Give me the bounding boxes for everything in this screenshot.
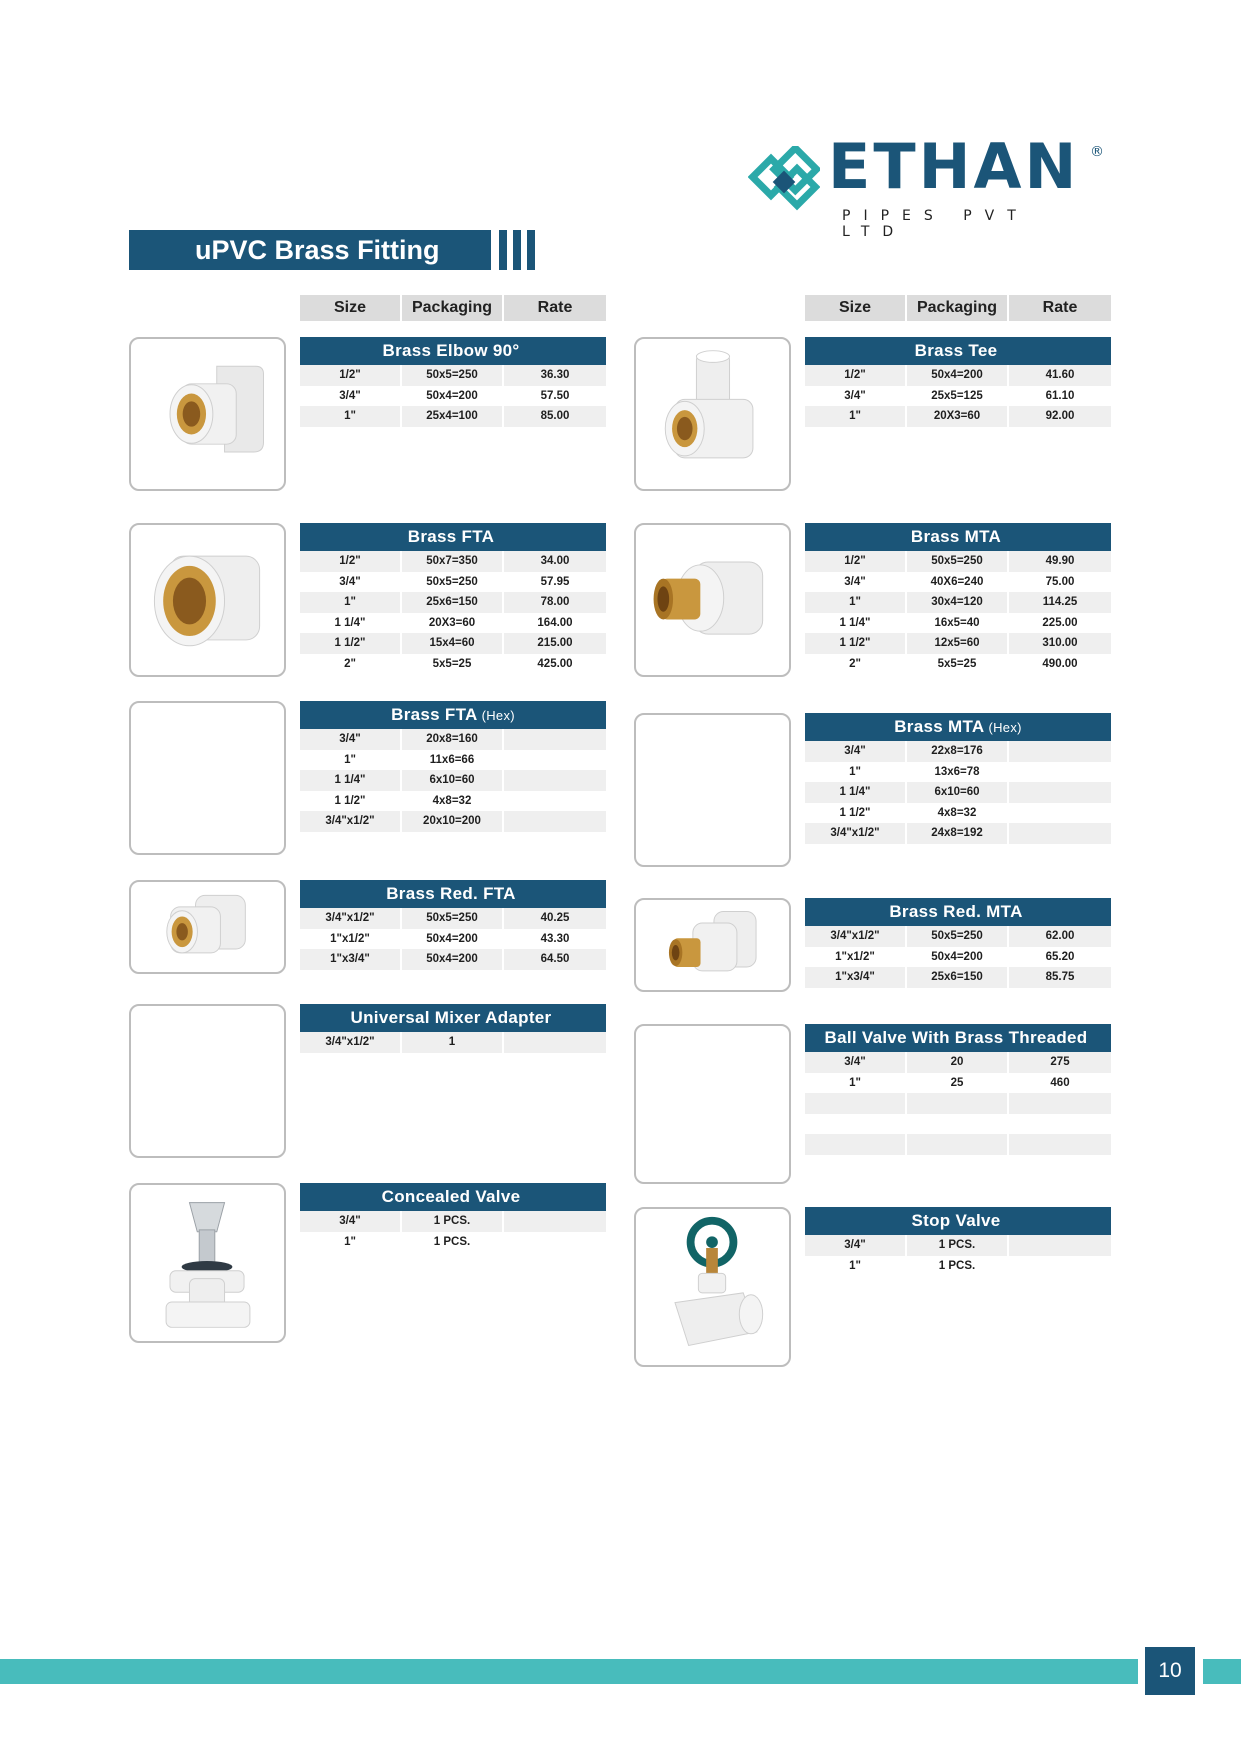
rate-header: Rate (504, 295, 606, 321)
size-cell: 3/4"x1/2" (300, 811, 400, 832)
elbow-icon (131, 339, 284, 489)
rate-cell: 61.10 (1045, 389, 1075, 402)
table-row (300, 633, 606, 654)
table-row (805, 613, 1111, 634)
rate-cell (504, 811, 606, 832)
product-name: Brass Elbow 90° (382, 341, 520, 360)
rate-cell (504, 1211, 606, 1232)
rate-cell (504, 729, 606, 750)
packaging-cell: 50x5=250 (907, 926, 1007, 947)
fta-icon (131, 525, 284, 675)
product-name: Brass MTA (894, 717, 985, 736)
packaging-cell: 50x4=200 (907, 365, 1007, 386)
packaging-cell: 12x5=60 (907, 633, 1007, 654)
product-image-box (634, 713, 791, 867)
packaging-cell: 50x4=200 (931, 950, 983, 963)
size-cell: 3/4"x1/2" (300, 1032, 400, 1053)
rate-cell: 114.25 (1009, 592, 1111, 613)
rate-cell: 65.20 (1045, 950, 1075, 963)
rate-cell: 92.00 (1009, 406, 1111, 427)
packaging-cell: 25x6=150 (907, 967, 1007, 988)
rate-cell (1009, 741, 1111, 762)
product-table (805, 1207, 1111, 1276)
product-title (805, 1207, 1111, 1235)
table-row (805, 926, 1111, 947)
table-row (805, 803, 1111, 824)
table-row (805, 967, 1111, 988)
rate-cell: 310.00 (1009, 633, 1111, 654)
packaging-cell: 20X3=60 (428, 616, 476, 629)
product-image-box (129, 337, 286, 491)
table-row (300, 386, 606, 407)
table-row (805, 741, 1111, 762)
table-row (300, 929, 606, 950)
packaging-cell: 15x4=60 (402, 633, 502, 654)
size-cell: 3/4"x1/2" (805, 926, 905, 947)
size-cell: 3/4" (805, 741, 905, 762)
packaging-cell: 20 (907, 1052, 1007, 1073)
title-stripe (499, 230, 507, 270)
table-row (300, 572, 606, 593)
packaging-cell: 20x8=160 (402, 729, 502, 750)
size-header: Size (300, 295, 400, 321)
rate-cell (504, 1032, 606, 1053)
product-name: Stop Valve (911, 1211, 1001, 1230)
size-cell: 1" (849, 1076, 861, 1089)
table-row (805, 1052, 1111, 1073)
size-cell: 1" (344, 1235, 356, 1248)
table-row (300, 908, 606, 929)
product-title (805, 337, 1111, 365)
rate-cell: 57.50 (540, 389, 570, 402)
rate-cell (1009, 782, 1111, 803)
table-row (805, 1134, 1111, 1155)
table-row (300, 770, 606, 791)
product-table (300, 1004, 606, 1053)
brand-name: ETHAN (828, 130, 1080, 203)
packaging-cell: 25x4=100 (402, 406, 502, 427)
table-row (300, 592, 606, 613)
product-table (300, 1183, 606, 1252)
size-header: Size (805, 295, 905, 321)
packaging-cell: 5x5=25 (432, 657, 472, 670)
size-cell: 1" (805, 592, 905, 613)
packaging-cell: 4x8=32 (937, 806, 977, 819)
packaging-header: Packaging (402, 295, 502, 321)
rate-cell: 43.30 (540, 932, 570, 945)
page-title: uPVC Brass Fitting (129, 230, 491, 270)
rate-header: Rate (1009, 295, 1111, 321)
size-cell: 1/2" (300, 365, 400, 386)
size-cell (805, 1134, 905, 1155)
product-name: Brass Red. MTA (889, 902, 1023, 921)
product-title (805, 1024, 1111, 1052)
table-row (805, 406, 1111, 427)
table-row (300, 729, 606, 750)
rate-cell: 34.00 (504, 551, 606, 572)
product-title (300, 880, 606, 908)
size-cell: 1/2" (805, 551, 905, 572)
table-row (300, 551, 606, 572)
packaging-cell: 1 (402, 1032, 502, 1053)
packaging-cell: 20X3=60 (907, 406, 1007, 427)
rate-cell: 275 (1009, 1052, 1111, 1073)
rate-cell: 36.30 (504, 365, 606, 386)
table-row (805, 1073, 1111, 1094)
product-image-box (129, 1183, 286, 1343)
product-suffix: (Hex) (988, 720, 1022, 735)
packaging-cell: 50x5=250 (907, 551, 1007, 572)
size-cell: 3/4" (339, 575, 361, 588)
product-image-box (129, 880, 286, 974)
tee-icon (636, 339, 789, 489)
packaging-cell: 6x10=60 (402, 770, 502, 791)
table-row (805, 823, 1111, 844)
product-name: Brass MTA (910, 527, 1002, 546)
packaging-cell: 1 PCS. (907, 1235, 1007, 1256)
table-row (805, 947, 1111, 968)
logo-mark-icon (748, 146, 820, 218)
size-cell: 1" (805, 406, 905, 427)
product-table (805, 713, 1111, 844)
product-name: Brass FTA (391, 705, 478, 724)
product-image-box (634, 898, 791, 992)
packaging-cell: 50x4=200 (426, 389, 478, 402)
product-name: Universal Mixer Adapter (350, 1008, 552, 1027)
rate-cell (1009, 1114, 1111, 1135)
product-name: Ball Valve With Brass Threaded (824, 1028, 1088, 1047)
packaging-cell: 25x6=150 (402, 592, 502, 613)
product-title (300, 701, 606, 729)
size-cell: 1 1/4" (334, 616, 366, 629)
column-header-left (300, 295, 606, 321)
packaging-cell: 20x10=200 (402, 811, 502, 832)
rate-cell (504, 1232, 606, 1253)
size-cell (805, 1114, 905, 1135)
size-cell: 1 1/2" (805, 633, 905, 654)
packaging-cell: 22x8=176 (907, 741, 1007, 762)
rate-cell (1009, 762, 1111, 783)
product-image-box (129, 1004, 286, 1158)
size-cell: 1/2" (300, 551, 400, 572)
packaging-cell: 40X6=240 (930, 575, 984, 588)
rate-cell: 49.90 (1009, 551, 1111, 572)
packaging-cell: 1 PCS. (433, 1235, 471, 1248)
size-cell: 1"x1/2" (330, 932, 370, 945)
table-row (805, 762, 1111, 783)
concealed-valve-icon (131, 1185, 284, 1341)
table-row (300, 1211, 606, 1232)
size-cell: 3/4" (805, 1235, 905, 1256)
table-row (300, 949, 606, 970)
rate-cell (1009, 1235, 1111, 1256)
size-cell: 3/4"x1/2" (300, 908, 400, 929)
table-row (805, 782, 1111, 803)
red-fta-icon (131, 882, 284, 972)
product-title (300, 337, 606, 365)
size-cell: 1" (300, 592, 400, 613)
table-row (805, 633, 1111, 654)
table-row (300, 365, 606, 386)
product-title (805, 713, 1111, 741)
packaging-cell: 25x5=125 (931, 389, 983, 402)
packaging-cell: 4x8=32 (432, 794, 472, 807)
rate-cell: 57.95 (540, 575, 570, 588)
table-row (300, 654, 606, 675)
size-cell: 3/4" (339, 389, 361, 402)
packaging-cell: 30x4=120 (907, 592, 1007, 613)
size-cell: 1"x1/2" (835, 950, 875, 963)
rate-cell: 41.60 (1009, 365, 1111, 386)
product-title (300, 1183, 606, 1211)
brand-logo (748, 130, 1104, 240)
packaging-cell (907, 1114, 1007, 1135)
table-row (805, 592, 1111, 613)
table-row (805, 1093, 1111, 1114)
size-cell: 3/4" (844, 389, 866, 402)
table-row (805, 386, 1111, 407)
product-image-box (634, 523, 791, 677)
size-cell: 1/2" (805, 365, 905, 386)
size-cell: 1" (344, 753, 356, 766)
rate-cell: 425.00 (537, 657, 573, 670)
table-row (805, 1235, 1111, 1256)
size-cell: 3/4" (300, 729, 400, 750)
packaging-cell (907, 1134, 1007, 1155)
size-cell: 2" (344, 657, 356, 670)
rate-cell: 85.00 (504, 406, 606, 427)
table-row (805, 654, 1111, 675)
table-row (300, 811, 606, 832)
size-cell: 3/4" (844, 575, 866, 588)
product-name: Concealed Valve (381, 1187, 521, 1206)
rate-cell (504, 791, 606, 812)
table-row (805, 1114, 1111, 1135)
rate-cell (504, 770, 606, 791)
product-title (300, 1004, 606, 1032)
size-cell: 2" (849, 657, 861, 670)
size-cell: 3/4" (300, 1211, 400, 1232)
packaging-cell: 1 PCS. (402, 1211, 502, 1232)
table-row (805, 572, 1111, 593)
rate-cell: 75.00 (1045, 575, 1075, 588)
packaging-cell: 11x6=66 (429, 753, 475, 766)
footer-band-end (1203, 1659, 1241, 1684)
size-cell: 1" (849, 1259, 861, 1272)
product-title (805, 523, 1111, 551)
size-cell: 1"x3/4" (300, 949, 400, 970)
product-table (300, 880, 606, 970)
size-cell: 1 1/2" (300, 633, 400, 654)
rate-cell (1009, 823, 1111, 844)
product-table (300, 337, 606, 427)
table-row (300, 613, 606, 634)
table-row (300, 791, 606, 812)
size-cell: 3/4"x1/2" (805, 823, 905, 844)
packaging-cell: 50x5=250 (426, 575, 478, 588)
product-table (300, 523, 606, 674)
size-cell: 3/4" (805, 1052, 905, 1073)
rate-cell: 40.25 (504, 908, 606, 929)
packaging-cell: 25 (950, 1076, 964, 1089)
size-cell: 1" (849, 765, 861, 778)
packaging-cell: 50x5=250 (402, 365, 502, 386)
page-number: 10 (1145, 1647, 1195, 1695)
table-row (805, 365, 1111, 386)
packaging-cell: 6x10=60 (907, 782, 1007, 803)
table-row (805, 1256, 1111, 1277)
product-name: Brass Red. FTA (386, 884, 516, 903)
rate-cell (1009, 803, 1111, 824)
size-cell: 1 1/2" (334, 794, 366, 807)
packaging-cell: 50x7=350 (402, 551, 502, 572)
rate-cell: 225.00 (1042, 616, 1078, 629)
product-table (300, 701, 606, 832)
product-table (805, 337, 1111, 427)
packaging-cell: 50x4=200 (426, 932, 478, 945)
packaging-cell: 16x5=40 (934, 616, 980, 629)
product-image-box (129, 701, 286, 855)
rate-cell: 64.50 (504, 949, 606, 970)
product-name: Brass Tee (914, 341, 998, 360)
packaging-cell: 50x4=200 (402, 949, 502, 970)
rate-cell (504, 750, 606, 771)
title-stripe (527, 230, 535, 270)
packaging-cell: 1 PCS. (938, 1259, 976, 1272)
column-header-right (805, 295, 1111, 321)
product-table (805, 1024, 1111, 1155)
product-image-box (129, 523, 286, 677)
size-cell: 1"x3/4" (805, 967, 905, 988)
rate-cell (1009, 1256, 1111, 1277)
rate-cell: 78.00 (504, 592, 606, 613)
footer-band (0, 1659, 1138, 1684)
table-row (300, 1232, 606, 1253)
packaging-cell: 24x8=192 (907, 823, 1007, 844)
rate-cell: 490.00 (1042, 657, 1078, 670)
packaging-cell: 13x6=78 (934, 765, 980, 778)
rate-cell: 215.00 (504, 633, 606, 654)
table-row (300, 1032, 606, 1053)
size-cell: 1 1/4" (300, 770, 400, 791)
table-row (300, 406, 606, 427)
registered-mark: ® (1090, 144, 1104, 160)
table-row (300, 750, 606, 771)
rate-cell: 62.00 (1009, 926, 1111, 947)
size-cell: 1 1/4" (805, 782, 905, 803)
product-table (805, 523, 1111, 674)
product-image-box (634, 1024, 791, 1184)
rate-cell: 460 (1050, 1076, 1070, 1089)
rate-cell: 85.75 (1009, 967, 1111, 988)
product-table (805, 898, 1111, 988)
table-row (805, 551, 1111, 572)
packaging-cell (907, 1093, 1007, 1114)
rate-cell: 164.00 (537, 616, 573, 629)
size-cell: 1" (300, 406, 400, 427)
mta-icon (636, 525, 789, 675)
packaging-header: Packaging (907, 295, 1007, 321)
product-name: Brass FTA (407, 527, 495, 546)
rate-cell (1009, 1134, 1111, 1155)
product-image-box (634, 337, 791, 491)
packaging-cell: 5x5=25 (937, 657, 977, 670)
product-image-box (634, 1207, 791, 1367)
product-title (300, 523, 606, 551)
product-title (805, 898, 1111, 926)
packaging-cell: 50x5=250 (402, 908, 502, 929)
size-cell: 1 1/2" (839, 806, 871, 819)
stop-valve-icon (636, 1209, 789, 1365)
size-cell (805, 1093, 905, 1114)
product-suffix: (Hex) (481, 708, 515, 723)
title-stripe (513, 230, 521, 270)
size-cell: 1 1/4" (839, 616, 871, 629)
rate-cell (1009, 1093, 1111, 1114)
brand-subtitle: PIPES PVT LTD (842, 208, 1029, 240)
red-mta-icon (636, 900, 789, 990)
